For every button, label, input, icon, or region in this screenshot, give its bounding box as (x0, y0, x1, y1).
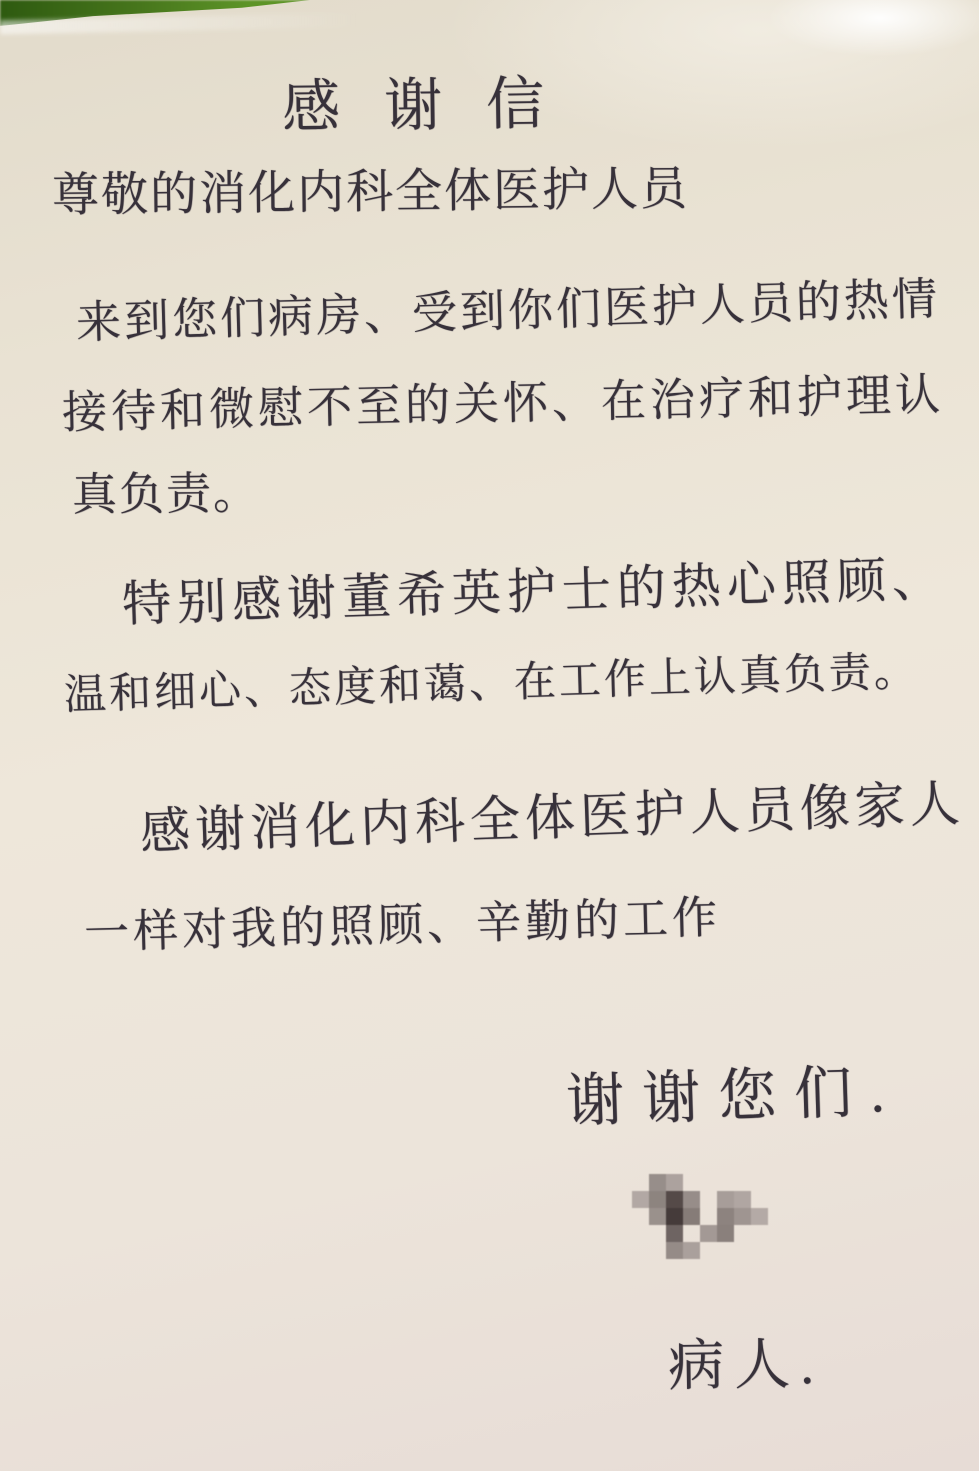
body-line: 真负责。 (71, 468, 261, 520)
closing-line: 谢谢您们. (565, 1058, 904, 1134)
body-line: 来到您们病房、受到你们医护人员的热情 (75, 273, 941, 348)
body-line: 特别感谢董希英护士的热心照顾、 (121, 551, 948, 632)
signoff-line: 病人. (667, 1333, 825, 1398)
salutation-line: 尊敬的消化内科全体医护人员 (51, 163, 690, 222)
censored-signature-mosaic (632, 1172, 807, 1267)
body-line: 温和细心、态度和蔼、在工作上认真负责。 (63, 649, 920, 719)
mosaic-pixels (649, 1174, 666, 1191)
body-line: 感谢消化内科全体医护人员像家人 (139, 775, 966, 860)
letter-title: 感谢信 (281, 70, 589, 140)
body-line: 一样对我的照顾、辛勤的工作 (83, 892, 722, 958)
body-line: 接待和微慰不至的关怀、在治疗和护理认 (61, 369, 945, 438)
